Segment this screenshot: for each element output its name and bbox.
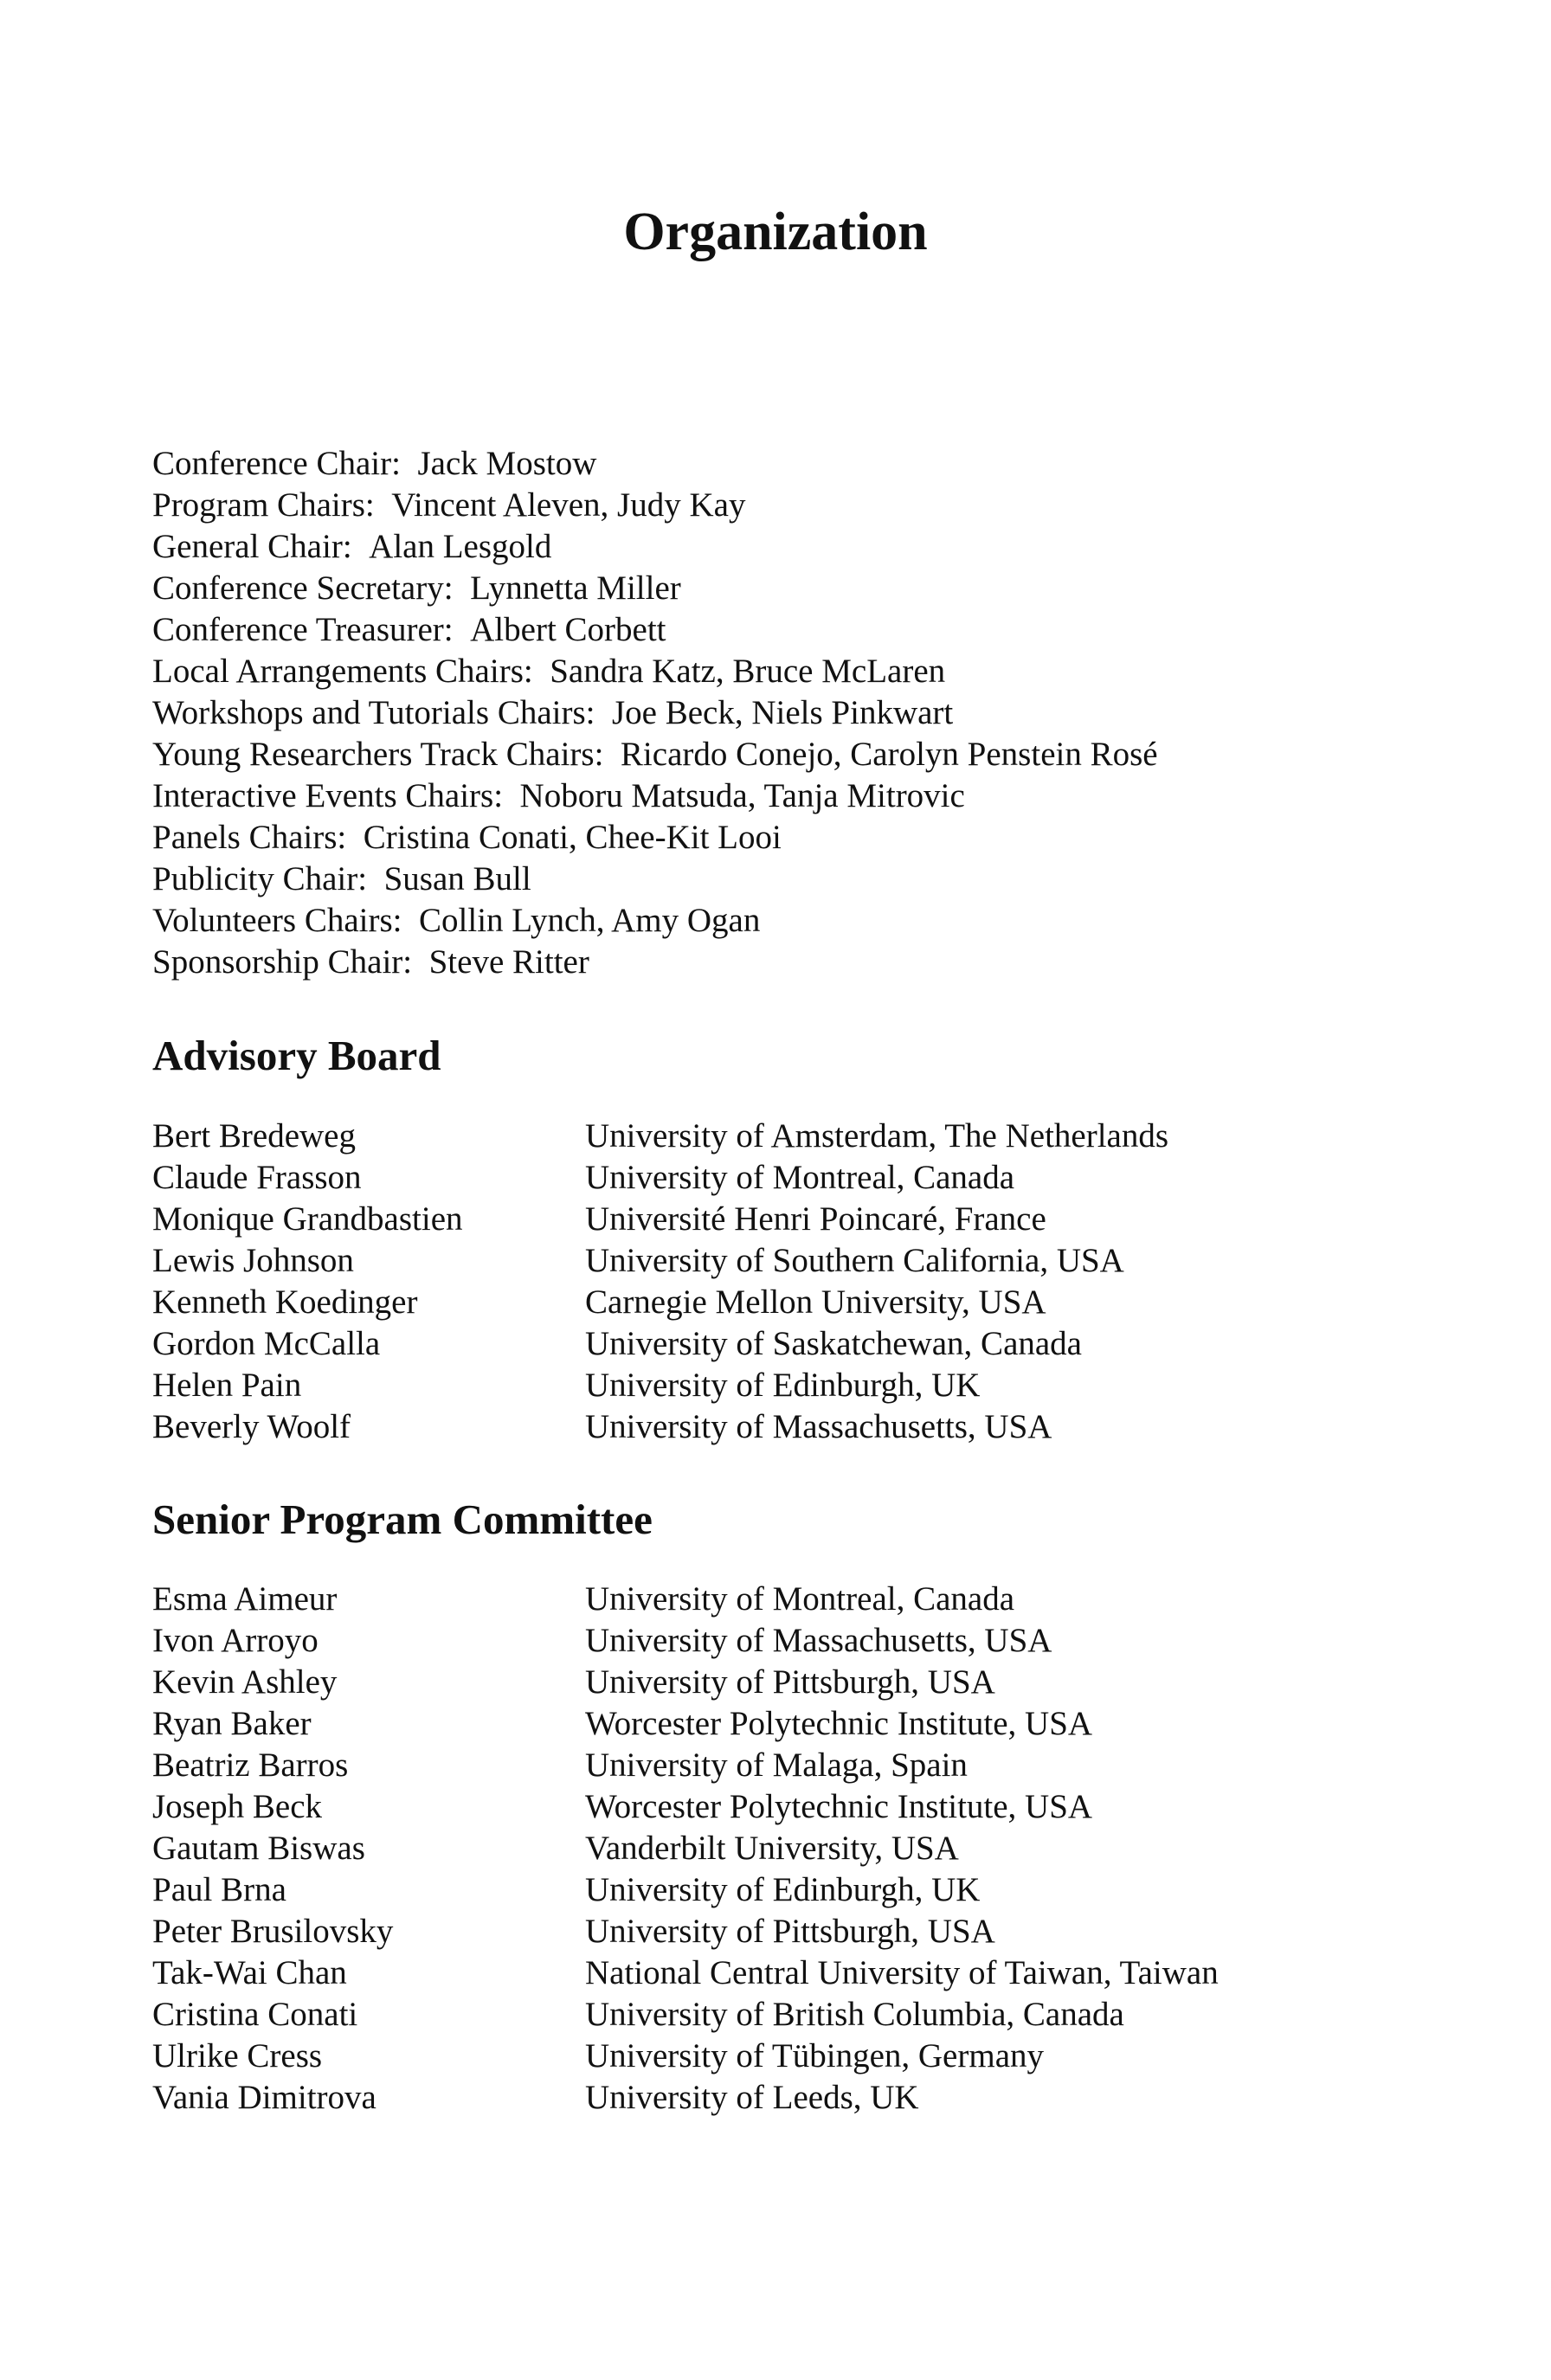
role-line [152, 942, 1158, 983]
list-item [152, 1282, 1364, 1323]
member-affiliation: Carnegie Mellon University, USA [585, 1283, 1046, 1321]
role-label: Young Researchers Track Chairs: [152, 736, 604, 773]
role-label: Sponsorship Chair: [152, 943, 413, 981]
role-line [152, 526, 1158, 568]
list-item [152, 1994, 1364, 2036]
role-label: Interactive Events Chairs: [152, 777, 504, 814]
role-line [152, 651, 1158, 692]
member-affiliation: University of Massachusetts, USA [585, 1408, 1052, 1445]
member-name: Ivon Arroyo [152, 1622, 319, 1659]
role-label: Volunteers Chairs: [152, 902, 402, 939]
member-name: Beatriz Barros [152, 1746, 349, 1784]
list-item [152, 1406, 1364, 1448]
member-name: Gautam Biswas [152, 1830, 365, 1867]
member-name: Helen Pain [152, 1367, 302, 1404]
list-item [152, 1157, 1364, 1199]
member-affiliation: University of Pittsburgh, USA [585, 1663, 995, 1701]
list-item [152, 1745, 1364, 1786]
member-name: Kevin Ashley [152, 1663, 338, 1701]
role-line [152, 900, 1158, 942]
role-line [152, 817, 1158, 859]
role-people: Vincent Aleven, Judy Kay [391, 486, 746, 524]
role-line [152, 568, 1158, 609]
member-affiliation: National Central University of Taiwan, Taiwan [585, 1954, 1219, 1991]
member-affiliation: University of Montreal, Canada [585, 1159, 1015, 1196]
role-people: Sandra Katz, Bruce McLaren [550, 653, 946, 690]
role-line [152, 443, 1158, 485]
member-name: Joseph Beck [152, 1788, 323, 1825]
role-people: Ricardo Conejo, Carolyn Penstein Rosé [620, 736, 1158, 773]
member-affiliation: Worcester Polytechnic Institute, USA [585, 1705, 1093, 1742]
list-item [152, 1365, 1364, 1406]
member-affiliation: University of Pittsburgh, USA [585, 1913, 995, 1950]
member-name: Kenneth Koedinger [152, 1283, 418, 1321]
advisory-board-list [152, 1116, 1364, 1448]
member-affiliation: Vanderbilt University, USA [585, 1830, 959, 1867]
role-people: Albert Corbett [470, 611, 666, 648]
advisory-board-heading: Advisory Board [152, 1032, 441, 1079]
member-name: Cristina Conati [152, 1996, 358, 2033]
role-label: Panels Chairs: [152, 819, 347, 856]
member-affiliation: University of Montreal, Canada [585, 1580, 1015, 1618]
role-line [152, 485, 1158, 526]
member-name: Ryan Baker [152, 1705, 312, 1742]
list-item [152, 1199, 1364, 1240]
organizer-roles-list [152, 443, 1158, 983]
role-label: Workshops and Tutorials Chairs: [152, 694, 595, 731]
list-item [152, 1240, 1364, 1282]
member-affiliation: University of Massachusetts, USA [585, 1622, 1052, 1659]
list-item [152, 1116, 1364, 1157]
member-affiliation: University of Edinburgh, UK [585, 1871, 981, 1908]
role-label: Conference Secretary: [152, 569, 454, 607]
role-people: Cristina Conati, Chee-Kit Looi [363, 819, 782, 856]
member-name: Peter Brusilovsky [152, 1913, 394, 1950]
role-people: Noboru Matsuda, Tanja Mitrovic [519, 777, 965, 814]
role-people: Alan Lesgold [369, 528, 552, 565]
member-name: Paul Brna [152, 1871, 286, 1908]
list-item [152, 1786, 1364, 1828]
member-name: Vania Dimitrova [152, 2079, 376, 2116]
member-affiliation: University of Tübingen, Germany [585, 2037, 1045, 2074]
member-affiliation: University of Edinburgh, UK [585, 1367, 981, 1404]
member-name: Ulrike Cress [152, 2037, 323, 2074]
role-people: Lynnetta Miller [470, 569, 681, 607]
role-label: General Chair: [152, 528, 352, 565]
member-affiliation: University of Saskatchewan, Canada [585, 1325, 1082, 1362]
member-affiliation: University of British Columbia, Canada [585, 1996, 1124, 2033]
role-line [152, 775, 1158, 817]
role-label: Publicity Chair: [152, 860, 368, 897]
role-label: Program Chairs: [152, 486, 375, 524]
role-label: Conference Treasurer: [152, 611, 454, 648]
role-people: Jack Mostow [417, 445, 597, 482]
role-line [152, 692, 1158, 734]
list-item [152, 1662, 1364, 1703]
member-name: Esma Aimeur [152, 1580, 338, 1618]
senior-program-committee-heading: Senior Program Committee [152, 1496, 653, 1543]
role-people: Joe Beck, Niels Pinkwart [611, 694, 954, 731]
list-item [152, 1952, 1364, 1994]
senior-program-committee-list [152, 1579, 1364, 2119]
member-name: Beverly Woolf [152, 1408, 351, 1445]
role-line [152, 859, 1158, 900]
list-item [152, 2036, 1364, 2077]
member-affiliation: University of Malaga, Spain [585, 1746, 968, 1784]
list-item [152, 2077, 1364, 2119]
member-name: Claude Frasson [152, 1159, 362, 1196]
list-item [152, 1828, 1364, 1869]
member-name: Lewis Johnson [152, 1242, 354, 1279]
role-people: Susan Bull [383, 860, 531, 897]
member-affiliation: University of Amsterdam, The Netherlands [585, 1117, 1169, 1155]
list-item [152, 1911, 1364, 1952]
role-people: Collin Lynch, Amy Ogan [419, 902, 761, 939]
member-name: Bert Bredeweg [152, 1117, 356, 1155]
list-item [152, 1869, 1364, 1911]
list-item [152, 1703, 1364, 1745]
member-affiliation: Worcester Polytechnic Institute, USA [585, 1788, 1093, 1825]
role-label: Conference Chair: [152, 445, 401, 482]
member-name: Monique Grandbastien [152, 1200, 463, 1238]
member-name: Tak-Wai Chan [152, 1954, 347, 1991]
role-people: Steve Ritter [428, 943, 589, 981]
role-label: Local Arrangements Chairs: [152, 653, 533, 690]
member-affiliation: University of Leeds, UK [585, 2079, 919, 2116]
page-title: Organization [623, 203, 928, 261]
list-item [152, 1620, 1364, 1662]
list-item [152, 1323, 1364, 1365]
member-name: Gordon McCalla [152, 1325, 381, 1362]
list-item [152, 1579, 1364, 1620]
member-affiliation: Université Henri Poincaré, France [585, 1200, 1046, 1238]
member-affiliation: University of Southern California, USA [585, 1242, 1124, 1279]
role-line [152, 734, 1158, 775]
role-line [152, 609, 1158, 651]
